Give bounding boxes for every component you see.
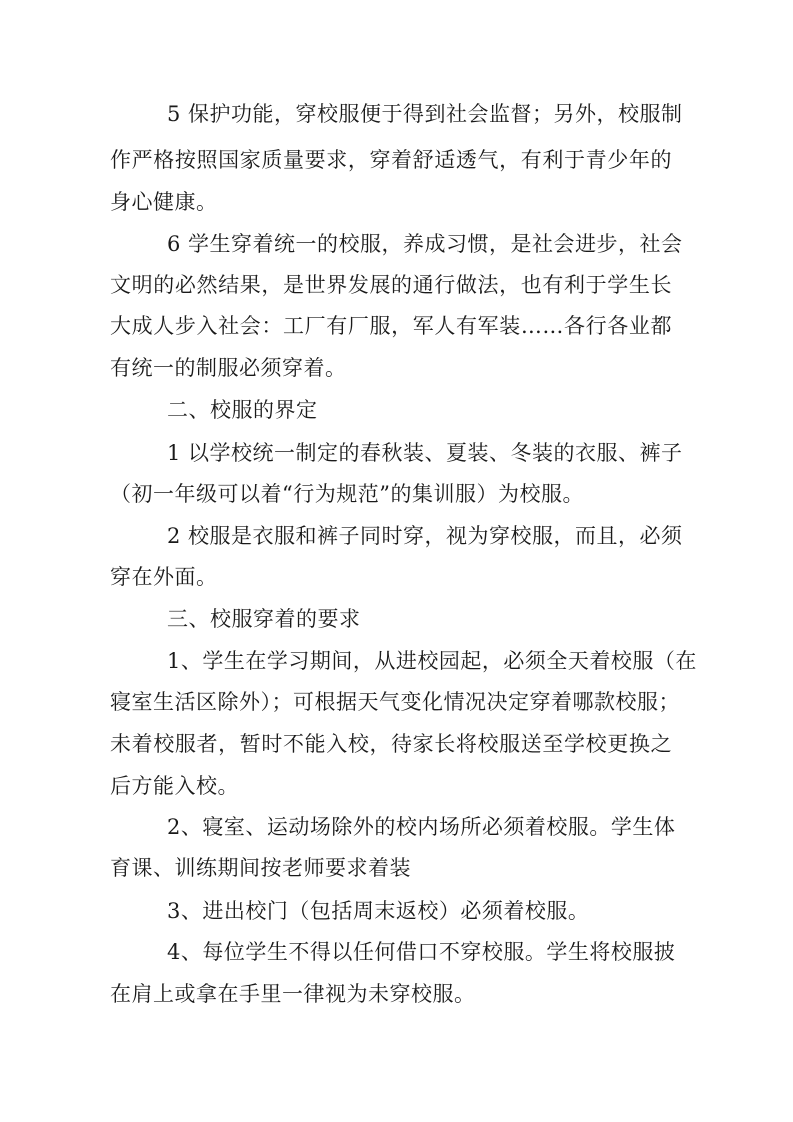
text-line: 寝室生活区除外）；可根据天气变化情况决定穿着哪款校服； [110, 690, 680, 714]
text-line: 在肩上或拿在手里一律视为未穿校服。 [110, 982, 476, 1006]
text-line: 2、寝室、运动场除外的校内场所必须着校服。学生体 [167, 815, 676, 839]
text-line: 1 以学校统一制定的春秋装、夏装、冬装的衣服、裤子 [167, 441, 683, 465]
text-line: 1、学生在学习期间，从进校园起，必须全天着校服（在 [167, 649, 697, 673]
text-line: 作严格按照国家质量要求，穿着舒适透气，有利于青少年的 [110, 148, 672, 172]
text-line: 6 学生穿着统一的校服，养成习惯，是社会进步，社会 [167, 232, 683, 256]
text-line: 后方能入校。 [110, 774, 239, 798]
text-line: （初一年级可以着“行为规范”的集训服）为校服。 [110, 482, 584, 506]
section-heading: 二、校服的界定 [167, 398, 318, 422]
text-line: 4、每位学生不得以任何借口不穿校服。学生将校服披 [167, 940, 676, 964]
text-line: 3、进出校门（包括周末返校）必须着校服。 [167, 899, 590, 923]
text-line: 文明的必然结果，是世界发展的通行做法，也有利于学生长 [110, 273, 672, 297]
section-heading: 三、校服穿着的要求 [167, 607, 361, 631]
text-line: 有统一的制服必须穿着。 [110, 356, 347, 380]
text-line: 2 校服是衣服和裤子同时穿，视为穿校服，而且，必须 [167, 524, 683, 548]
text-line: 穿在外面。 [110, 565, 218, 589]
text-line: 5 保护功能，穿校服便于得到社会监督；另外，校服制 [167, 102, 683, 126]
text-line: 大成人步入社会：工厂有厂服，军人有军装……各行各业都 [110, 314, 672, 338]
text-line: 身心健康。 [110, 190, 218, 214]
text-line: 育课、训练期间按老师要求着装 [110, 856, 411, 880]
text-line: 未着校服者，暂时不能入校，待家长将校服送至学校更换之 [110, 732, 672, 756]
